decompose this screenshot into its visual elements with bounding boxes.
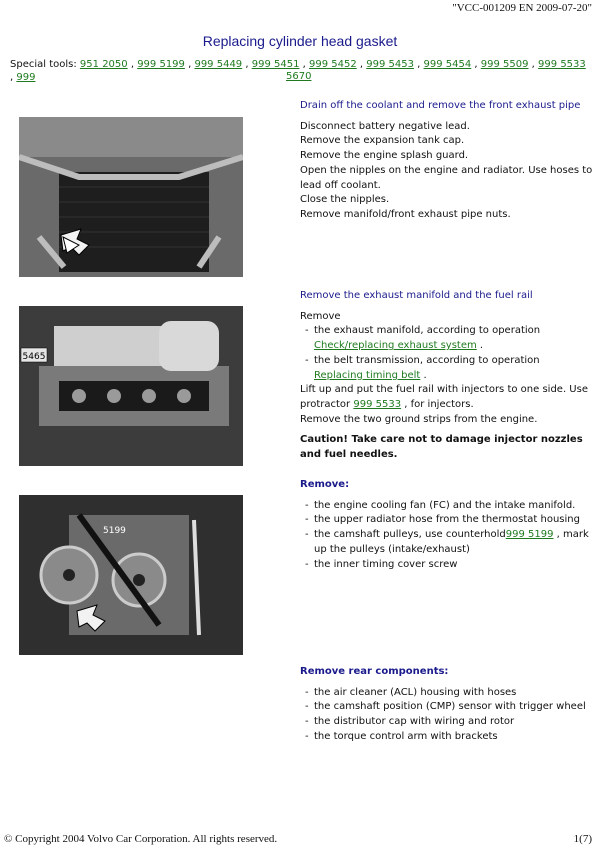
list-item: - the upper radiator hose from the thermostat housing [300,513,596,528]
operation-link[interactable]: Replacing timing belt [314,369,421,381]
special-tools-label: Special tools: [10,59,77,70]
image-label: 5199 [103,526,126,536]
remove-list [300,686,596,745]
list-item: - the exhaust manifold, according to operation Check/replacing exhaust system . [300,324,596,353]
step-text: Remove the engine splash guard. [300,150,469,162]
step-text: Remove the expansion tank cap. [300,135,465,147]
list-item: - the torque control arm with brackets [300,730,596,745]
tool-link[interactable]: 951 2050 [79,59,128,70]
tool-link[interactable]: 999 5452 [308,59,357,70]
step-text: Close the nipples. [300,194,390,206]
tool-link[interactable]: 999 5449 [194,59,243,70]
step-text: Remove manifold/front exhaust pipe nuts. [300,208,511,220]
tool-link[interactable]: 999 [16,72,36,83]
tool-link[interactable]: 999 5199 [505,529,554,541]
tool-link[interactable]: 999 5509 [480,59,529,70]
list-item: - the inner timing cover screw [300,558,596,573]
step-text: Disconnect battery negative lead. [300,120,470,132]
tool-link[interactable]: 999 5533 [538,59,586,70]
section-remove-components [300,478,596,572]
section-rear-components [300,665,596,745]
list-item: - the air cleaner (ACL) housing with hoses [300,686,596,701]
list-item: - the camshaft pulleys, use counterhold999 5199 , mark up the pulleys (intake/exhaust) [300,528,596,557]
intro-text: Remove [300,310,341,322]
section-heading: Drain off the coolant and remove the front exhaust pipe [300,100,581,111]
tool-link-cont[interactable]: 5670 [286,71,312,82]
remove-list [300,499,596,573]
page-number: 1(7) [573,833,592,845]
caution-note: Caution! Take care not to damage injector nozzles and fuel needles. [300,434,583,461]
section-heading: Remove rear components: [300,666,449,677]
page-title: Replacing cylinder head gasket [202,33,398,49]
copyright: © Copyright 2004 Volvo Car Corporation. All rights reserved. [4,833,278,845]
step-text: Open the nipples on the engine and radiator. Use hoses to lead off coolant. [300,164,593,191]
engine-manifold-photo [19,306,243,466]
underbody-photo [19,117,243,277]
section-heading: Remove: [300,479,350,490]
list-item: - the belt transmission, according to operation Replacing timing belt . [300,354,596,383]
step-text: Lift up and put the fuel rail with injectors to one side. Use protractor 999 5533 , for injectors. [300,384,588,410]
special-tools: Special tools: 951 2050 , 999 5199 , 999 5449 , 999 5451 , 999 5452 , 999 5453 , 999 5454 , 999 5509 , 999 5533 , 999 [10,59,586,83]
tool-link[interactable]: 999 5454 [423,59,472,70]
list-item: - the camshaft position (CMP) sensor with trigger wheel [300,700,596,715]
operation-link[interactable]: Check/replacing exhaust system [314,340,477,352]
list-item: - the engine cooling fan (FC) and the intake manifold. [300,499,596,514]
section-heading: Remove the exhaust manifold and the fuel rail [300,290,533,301]
tool-link[interactable]: 999 5533 [353,398,402,410]
tool-link[interactable]: 999 5199 [137,59,185,70]
tool-link[interactable]: 999 5453 [366,59,414,70]
step-text: Remove the two ground strips from the engine. [300,413,538,425]
document-id: "VCC-001209 EN 2009-07-20" [452,2,592,14]
remove-list [300,324,596,383]
list-item: - the distributor cap with wiring and rotor [300,715,596,730]
section-drain-coolant [300,99,596,223]
tool-link[interactable]: 999 5451 [251,59,300,70]
image-label: 5465 [22,352,46,362]
camshaft-pulley-photo [19,495,243,655]
section-exhaust-manifold [300,289,596,463]
